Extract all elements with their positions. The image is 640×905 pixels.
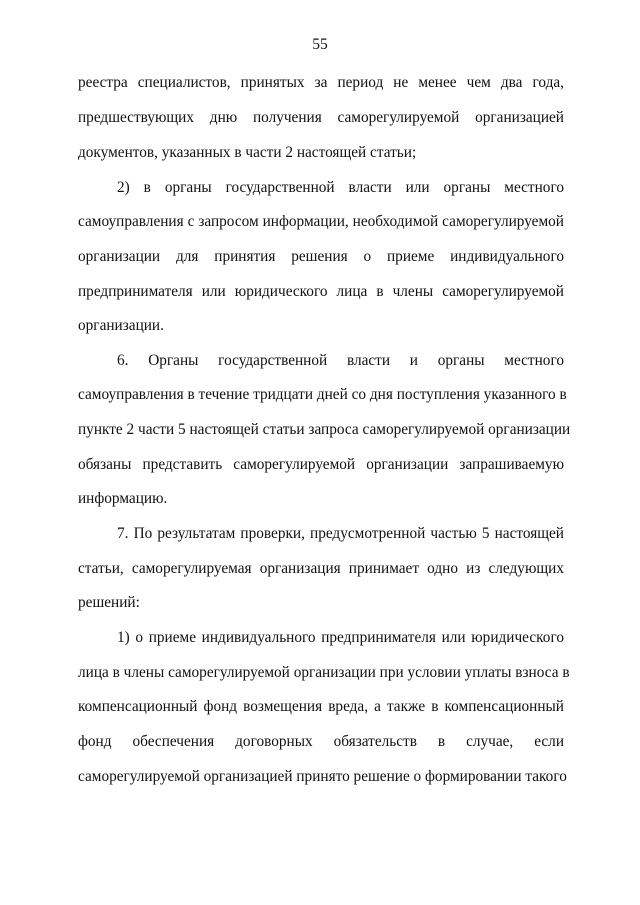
text-line: обязаны представить саморегулируемой организации запрашиваемую [78, 456, 564, 473]
page-number: 55 [312, 36, 328, 53]
text-line: предшествующих дню получения саморегулируемой организацией [78, 109, 564, 126]
text-line: организации для принятия решения о приеме индивидуального [78, 248, 564, 265]
text-line: документов, указанных в части 2 настоящей статьи; [78, 144, 417, 161]
text-line: 1) о приеме индивидуального предпринимателя или юридического [117, 629, 564, 646]
text-line: лица в члены саморегулируемой организации при условии уплаты взноса в [78, 664, 570, 681]
text-line: статьи, саморегулируемая организация принимает одно из следующих [78, 560, 564, 577]
text-line: организации. [78, 317, 164, 334]
text-line: самоуправления в течение тридцати дней со дня поступления указанного в [78, 386, 567, 403]
text-line: предпринимателя или юридического лица в члены саморегулируемой [78, 283, 564, 300]
text-line: фонд обеспечения договорных обязательств в случае, если [78, 733, 564, 750]
text-line: информацию. [78, 490, 168, 507]
text-line: реестра специалистов, принятых за период не менее чем два года, [78, 74, 564, 91]
text-line: 6. Органы государственной власти и органы местного [117, 352, 564, 369]
text-line: компенсационный фонд возмещения вреда, а также в компенсационный [78, 698, 564, 715]
text-line: саморегулируемой организацией принято решение о формировании такого [78, 768, 567, 785]
text-line: 2) в органы государственной власти или органы местного [117, 179, 564, 196]
text-line: самоуправления с запросом информации, необходимой саморегулируемой [78, 213, 564, 230]
text-line: пункте 2 части 5 настоящей статьи запроса саморегулируемой организации [78, 421, 571, 438]
text-line: 7. По результатам проверки, предусмотренной частью 5 настоящей [117, 525, 564, 542]
text-line: решений: [78, 594, 140, 611]
